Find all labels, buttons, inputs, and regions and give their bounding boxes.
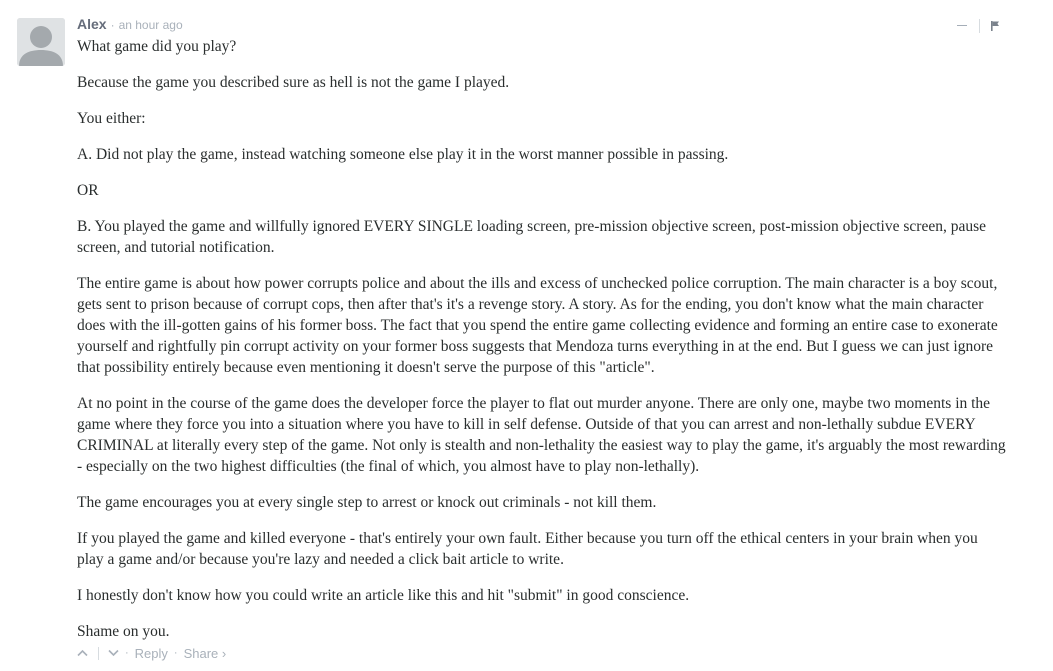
chevron-up-icon [77,649,88,657]
comment-paragraph: You either: [77,110,146,127]
comment-paragraph: The game encourages you at every single step to arrest or knock out criminals - not kill them. [77,494,657,511]
avatar[interactable] [17,18,65,66]
comment-paragraph: What game did you play? [77,38,237,55]
reply-button[interactable]: Reply [134,645,168,661]
comment-paragraph: At no point in the course of the game does the developer force the player to flat out murder anyone. There are only one, maybe two moments in the game where they force you into a situation where you have to kill in self defense. Outside of that you can arrest and non-lethally subdue EVERY CRIMINAL at literally every step of the game. Not only is stealth and non-lethality the easiest way to play the game, it's arguably the most rewarding - especially on the two highest difficulties (the final of which, you almost have to play non-lethally). [77,395,1006,475]
downvote-button[interactable] [108,644,119,662]
minus-icon[interactable] [955,16,967,36]
comment-footer [77,644,226,662]
comment-paragraph: Shame on you. [77,623,170,640]
flag-icon[interactable] [990,16,1002,36]
comment-paragraph: B. You played the game and willfully ignored EVERY SINGLE loading screen, pre-mission objective screen, post-mission objective screen, pause screen, and tutorial notification. [77,218,986,256]
menu-divider [979,19,980,33]
comment-header [77,16,183,33]
timestamp[interactable]: an hour ago [118,18,183,32]
header-bullet: · [110,18,115,32]
upvote-button[interactable] [77,644,88,662]
comment-paragraph: The entire game is about how power corrupts police and about the ills and excess of unchecked police corruption. The main character is a boy scout, gets sent to prison because of corrupt cops, then after that's it's a revenge story. A story. As for the ending, you don't know what the main character does with the ill-gotten gains of his former boss. The fact that you spend the entire game collecting evidence and forming an entire case to exonerate yourself and rightfully pin corrupt activity on your former boss suggests that Mendoza turns everything in at the end. But I guess we can just ignore that possibility entirely because even mentioning it doesn't serve the purpose of this "article". [77,275,998,376]
comment-paragraph: A. Did not play the game, instead watching someone else play it in the worst manner possible in passing. [77,146,729,163]
avatar-placeholder-icon [17,18,65,66]
comment-paragraph: I honestly don't know how you could write an article like this and hit "submit" in good conscience. [77,587,690,604]
chevron-down-icon [108,649,119,657]
vote-divider [98,647,99,660]
comment-body [77,36,1007,657]
footer-bullet: · [125,647,129,659]
share-button[interactable]: Share › [183,645,227,661]
comment-paragraph: If you played the game and killed everyone - that's entirely your own fault. Either because you turn off the ethical centers in your brain when you play a game and/or because you're lazy and needed a click bait article to write. [77,530,978,568]
author-name[interactable]: Alex [77,16,107,32]
comment-paragraph: Because the game you described sure as hell is not the game I played. [77,74,510,91]
comment-menu [955,16,1002,36]
footer-bullet: · [173,647,178,659]
comment-paragraph: OR [77,182,99,199]
